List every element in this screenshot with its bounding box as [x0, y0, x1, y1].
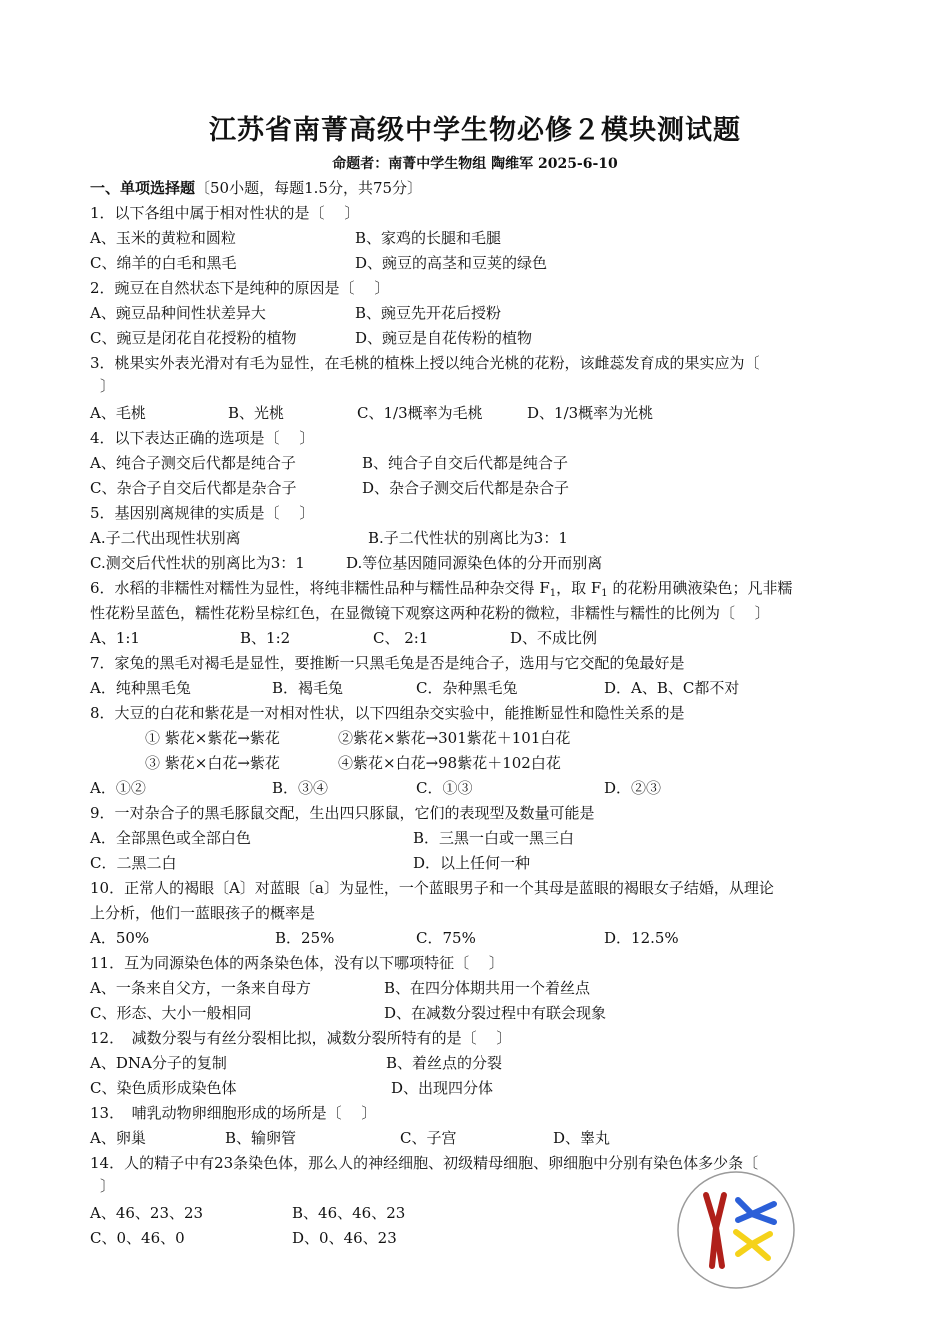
q1-option-a: A、玉米的黄粒和圆粒	[90, 229, 236, 247]
question-5-stem: 5．基因别离规律的实质是〔 〕	[90, 504, 315, 522]
q7-option-d: D．A、B、C都不对	[604, 679, 740, 697]
question-12-stem: 12． 减数分裂与有丝分裂相比拟，减数分裂所特有的是〔 〕	[90, 1029, 512, 1047]
section-heading	[90, 178, 422, 198]
q11-option-d: D、在减数分裂过程中有联会现象	[384, 1004, 607, 1022]
q4-option-a: A、纯合子测交后代都是纯合子	[90, 454, 296, 472]
q5-option-c: C.测交后代性状的别离比为3：1	[90, 554, 305, 572]
q13-option-d: D、睾丸	[553, 1129, 611, 1147]
q8-option-c: C．①③	[416, 779, 473, 797]
q5-option-a: A.子二代出现性状别离	[90, 529, 241, 547]
question-14-stem: 14．人的精子中有23条染色体，那么人的神经细胞、初级精母细胞、卵细胞中分别有染色体多少条〔	[90, 1154, 759, 1172]
q14-option-a: A、46、23、23	[90, 1204, 204, 1222]
section-title: 一、单项选择题	[90, 179, 196, 197]
q4-option-b: B、纯合子自交后代都是纯合子	[362, 454, 569, 472]
q14-option-c: C、0、46、0	[90, 1229, 185, 1247]
q4-option-c: C、杂合子自交后代都是杂合子	[90, 479, 297, 497]
question-10-stem: 10．正常人的褐眼〔A〕对蓝眼〔a〕为显性，一个蓝眼男子和一个其母是蓝眼的褐眼女子结婚，从理论	[90, 879, 774, 897]
q12-option-d: D、出现四分体	[391, 1079, 494, 1097]
question-1-stem: 1．以下各组中属于相对性状的是〔 〕	[90, 204, 360, 222]
q4-option-d: D、杂合子测交后代都是杂合子	[362, 479, 570, 497]
q13-option-c: C、子宫	[400, 1129, 457, 1147]
q12-option-c: C、染色质形成染色体	[90, 1079, 237, 1097]
q10-option-c: C．75%	[416, 929, 476, 947]
question-8-stem: 8．大豆的白花和紫花是一对相对性状，以下四组杂交实验中，能推断显性和隐性关系的是	[90, 704, 685, 722]
q8-option-d: D．②③	[604, 779, 662, 797]
q6-option-b: B、1:2	[240, 629, 291, 647]
question-2-stem: 2．豌豆在自然状态下是纯种的原因是〔 〕	[90, 279, 390, 297]
q14-option-d: D、0、46、23	[292, 1229, 397, 1247]
q3-option-b: B、光桃	[228, 404, 285, 422]
q3-option-a: A、毛桃	[90, 404, 146, 422]
q6-option-a: A、1:1	[90, 629, 140, 647]
q12-option-b: B、着丝点的分裂	[386, 1054, 503, 1072]
q5-option-d: D.等位基因随同源染色体的分开而别离	[346, 554, 603, 572]
question-3-stem-cont: 〕	[100, 377, 116, 395]
q8-cross-2: ②紫花×紫花→301紫花＋101白花	[338, 729, 571, 747]
question-11-stem: 11．互为同源染色体的两条染色体，没有以下哪项特征〔 〕	[90, 954, 504, 972]
q8-cross-1: ① 紫花×紫花→紫花	[145, 729, 280, 747]
q1-option-d: D、豌豆的高茎和豆荚的绿色	[355, 254, 548, 272]
q8-cross-4: ④紫花×白花→98紫花＋102白花	[338, 754, 561, 772]
question-6-stem-cont: 性花粉呈蓝色，糯性花粉呈棕红色，在显微镜下观察这两种花粉的微粒，非糯性与糯性的比例为〔 〕	[90, 604, 770, 622]
question-4-stem: 4．以下表达正确的选项是〔 〕	[90, 429, 315, 447]
q3-option-d: D、1/3概率为光桃	[527, 404, 654, 422]
q2-option-d: D、豌豆是自花传粉的植物	[355, 329, 533, 347]
q6-option-c: C、 2:1	[373, 629, 429, 647]
q13-option-a: A、卵巢	[90, 1129, 146, 1147]
q11-option-a: A、一条来自父方，一条来自母方	[90, 979, 311, 997]
q7-option-c: C．杂种黑毛兔	[416, 679, 518, 697]
q10-option-a: A．50%	[90, 929, 150, 947]
chromosome-cell-icon	[676, 1170, 796, 1290]
q6-option-d: D、不成比例	[510, 629, 598, 647]
question-7-stem: 7．家兔的黑毛对褐毛是显性，要推断一只黑毛兔是否是纯合子，选用与它交配的兔最好是	[90, 654, 685, 672]
q2-option-c: C、豌豆是闭花自花授粉的植物	[90, 329, 297, 347]
q10-option-b: B．25%	[275, 929, 335, 947]
q6-stem-part-b: ，取 F	[556, 579, 602, 597]
q1-option-c: C、绵羊的白毛和黑毛	[90, 254, 237, 272]
q12-option-a: A、DNA分子的复制	[90, 1054, 227, 1072]
question-6-stem	[90, 578, 792, 604]
q3-option-c: C、1/3概率为毛桃	[357, 404, 483, 422]
q9-option-b: B．三黑一白或一黑三白	[413, 829, 575, 847]
page-title: 江苏省南菁高级中学生物必修２模块测试题	[209, 115, 741, 146]
q11-option-c: C、形态、大小一般相同	[90, 1004, 252, 1022]
q6-stem-part-c: 的花粉用碘液染色；凡非糯	[607, 579, 793, 597]
q9-option-a: A．全部黑色或全部白色	[90, 829, 251, 847]
question-10-stem-cont: 上分析，他们一蓝眼孩子的概率是	[90, 904, 316, 922]
q2-option-a: A、豌豆品种间性状差异大	[90, 304, 266, 322]
q1-option-b: B、家鸡的长腿和毛腿	[355, 229, 502, 247]
q9-option-d: D．以上任何一种	[413, 854, 531, 872]
q6-subscript-1: 1	[549, 588, 557, 599]
q6-stem-part-a: 6．水稻的非糯性对糯性为显性，将纯非糯性品种与糯性品种杂交得 F	[90, 579, 550, 597]
q2-option-b: B、豌豆先开花后授粉	[355, 304, 502, 322]
question-9-stem: 9．一对杂合子的黑毛豚鼠交配，生出四只豚鼠，它们的表现型及数量可能是	[90, 804, 595, 822]
chromosome-cell-svg	[676, 1170, 796, 1290]
q8-option-a: A．①②	[90, 779, 146, 797]
q10-option-d: D．12.5%	[604, 929, 679, 947]
q11-option-b: B、在四分体期共用一个着丝点	[384, 979, 591, 997]
q7-option-a: A．纯种黑毛兔	[90, 679, 191, 697]
q9-option-c: C．二黑二白	[90, 854, 177, 872]
q13-option-b: B、输卵管	[225, 1129, 297, 1147]
question-3-stem: 3．桃果实外表光滑对有毛为显性，在毛桃的植株上授以纯合光桃的花粉，该雌蕊发育成的果实应为〔	[90, 354, 760, 372]
q14-option-b: B、46、46、23	[292, 1204, 406, 1222]
q5-option-b: B.子二代性状的别离比为3：1	[368, 529, 568, 547]
q8-option-b: B．③④	[272, 779, 329, 797]
q8-cross-3: ③ 紫花×白花→紫花	[145, 754, 280, 772]
q6-subscript-2: 1	[601, 588, 608, 599]
question-13-stem: 13． 哺乳动物卵细胞形成的场所是〔 〕	[90, 1104, 377, 1122]
question-14-stem-cont: 〕	[100, 1177, 116, 1195]
q7-option-b: B．褐毛兔	[272, 679, 344, 697]
section-note: 〔50小题，每题1.5分，共75分〕	[195, 179, 423, 197]
page-subtitle: 命题者：南菁中学生物组 陶维军 2025-6-10	[332, 156, 618, 172]
